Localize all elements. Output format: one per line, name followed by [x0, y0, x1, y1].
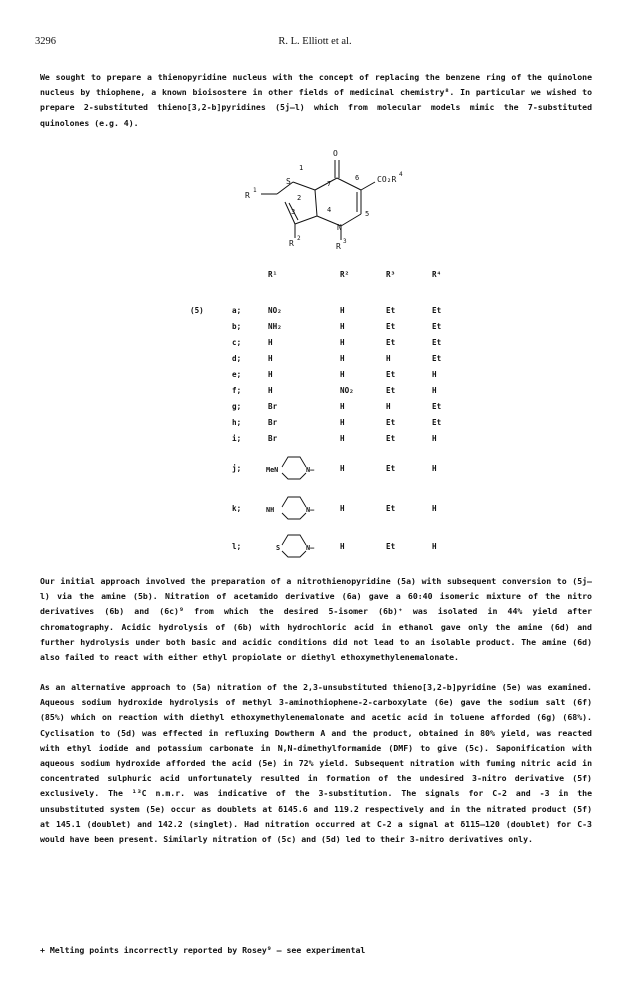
r3-superscript: 3 [343, 238, 347, 245]
header-r3: R³ [386, 270, 396, 279]
cell-r3: Et [386, 386, 396, 395]
header-r1: R¹ [268, 270, 278, 279]
cell-r3: Et [386, 322, 396, 331]
cell-r4: H [432, 434, 437, 443]
cell-r3: Et [386, 542, 396, 551]
cell-r4: Et [432, 402, 442, 411]
cell-r1: Br [268, 418, 278, 427]
nitrogen-atom: N [337, 223, 342, 232]
page-number: 3296 [35, 36, 56, 47]
ester-label: CO₂R [377, 175, 397, 184]
page-header [35, 36, 595, 50]
cell-r4: H [432, 464, 437, 473]
row-label: j; [232, 464, 242, 473]
paragraph-initial-approach: Our initial approach involved the preparation of a nitrothienopyridine (5a) with subsequent conversion to (5j–l) via the amine (5b). Nitration of acetamido derivative (6a) gave a 60:40 isomeric mixture of the nitro derivatives (6b) and (6c)⁹ from which the desired 5-isomer (6b)⁺ was isolated in 44% yield after chromatography. Acidic hydrolysis of (6b) with hydrochloric acid in ethanol gave only the amine (6d) and further hydrolysis under both basic and acidic conditions did not lead to an isolable product. The amine (6d) also failed to react with either ethyl propiolate or diethyl ethoxymethylenemalonate. [40, 576, 592, 663]
cell-r1: H [268, 338, 273, 347]
cell-r1: NH₂ [268, 322, 282, 331]
cell-r3: Et [386, 338, 396, 347]
sulfur-atom: S [286, 177, 291, 186]
cell-r1: Br [268, 402, 278, 411]
cell-r1: H [268, 386, 273, 395]
cell-r1: Br [268, 434, 278, 443]
cell-r1: H [268, 354, 273, 363]
r2-label: R [289, 239, 294, 248]
ring-left-atom: S [276, 544, 281, 552]
position-2: 2 [297, 194, 302, 202]
position-6: 6 [355, 174, 360, 182]
ring-left-atom: MeN [266, 466, 279, 474]
cell-r2: H [340, 542, 345, 551]
header-r2: R² [340, 270, 350, 279]
cell-r4: H [432, 504, 437, 513]
cell-r2: H [340, 464, 345, 473]
ring-bonds [282, 457, 306, 479]
paragraph-intro: We sought to prepare a thienopyridine nucleus with the concept of replacing the benzene ring of the quinolone nucleus by thiophene, a known bioisostere in other fields of medicinal chemistry⁸. In particular we wished to prepare 2-substituted thieno[3,2-b]pyridines (5j–l) which from molecular models mimic the 7-substituted quinolones (e.g. 4). [40, 72, 592, 128]
position-1: 1 [299, 164, 304, 172]
r2-superscript: 2 [297, 235, 301, 242]
row-label: h; [232, 418, 242, 427]
cell-r2: H [340, 504, 345, 513]
row-label: l; [232, 542, 242, 551]
row-label: i; [232, 434, 242, 443]
compound-label: (5) [190, 306, 204, 315]
r4-superscript: 4 [399, 171, 403, 178]
cell-r4: Et [432, 418, 442, 427]
cell-r2: H [340, 338, 345, 347]
cell-r2: H [340, 306, 345, 315]
cell-r3: Et [386, 370, 396, 379]
thienopyridine-structure [215, 142, 435, 260]
cell-r4: H [432, 386, 437, 395]
ring-bonds [282, 497, 306, 519]
cell-r3: Et [386, 504, 396, 513]
cell-r2: H [340, 354, 345, 363]
cell-r2: H [340, 402, 345, 411]
position-3: 3 [291, 208, 296, 216]
cell-r3: Et [386, 418, 396, 427]
cell-r2: H [340, 370, 345, 379]
heterocycle-ring [262, 450, 332, 480]
running-author: R. L. Elliott et al. [278, 36, 352, 47]
cell-r4: Et [432, 306, 442, 315]
row-label: d; [232, 354, 242, 363]
paragraph-alternative-approach: As an alternative approach to (5a) nitration of the 2,3-unsubstituted thieno[3,2-b]pyridine (5e) was examined. Aqueous sodium hydroxide hydrolysis of methyl 3-aminothiophene-2-carboxylate (6e) gave the sodium salt (6f) (85%) which on reaction with diethyl ethoxymethylenemalonate and acetic acid in toluene afforded (6g) (68%). Cyclisation to (5d) was effected in refluxing Dowtherm A and the product, obtained in 80% yield, was reacted with ethyl iodide and potassium carbonate in N,N-dimethylformamide (DMF) to give (5c). Saponification with aqueous sodium hydroxide afforded the acid (5e) in 72% yield. Subsequent nitration with fuming nitric acid in concentrated sulphuric acid unfortunately resulted in formation of the undesired 3-nitro derivative (5f) exclusively. The ¹³C n.m.r. was indicative of the 3-substitution. The signals for C-2 and -3 in the unsubstituted system (5e) occur as doublets at δ145.6 and 119.2 respectively and in the nitrated product (5f) at 145.1 (doublet) and 142.2 (singlet). Had nitration occurred at C-2 a signal at δ115–120 (doublet) for C-3 would have been present. Similarly nitration of (5c) and (5d) led to their 3-nitro derivatives only. [40, 682, 592, 845]
r1-superscript: 1 [253, 187, 257, 194]
row-label: f; [232, 386, 242, 395]
cell-r4: Et [432, 322, 442, 331]
cell-r2: NO₂ [340, 386, 354, 395]
position-5: 5 [365, 210, 370, 218]
header-r4: R⁴ [432, 270, 442, 279]
r3-label: R [336, 242, 341, 251]
ring-right-atom: N– [306, 466, 315, 474]
heterocycle-ring [262, 528, 332, 558]
substituent-table [0, 266, 625, 566]
ring-left-atom: NH [266, 506, 275, 514]
cell-r4: Et [432, 338, 442, 347]
heterocycle-ring [262, 490, 332, 520]
cell-r3: Et [386, 306, 396, 315]
r1-label: R [245, 191, 250, 200]
cell-r1: NO₂ [268, 306, 282, 315]
carbonyl-oxygen: O [333, 149, 338, 158]
row-label: e; [232, 370, 242, 379]
cell-r4: Et [432, 354, 442, 363]
cell-r1: H [268, 370, 273, 379]
cell-r3: Et [386, 464, 396, 473]
cell-r3: Et [386, 434, 396, 443]
cell-r3: H [386, 402, 391, 411]
ring-right-atom: N– [306, 506, 315, 514]
ring-bonds [282, 535, 306, 557]
cell-r2: H [340, 418, 345, 427]
row-label: g; [232, 402, 242, 411]
row-label: k; [232, 504, 242, 513]
footnote: + Melting points incorrectly reported by Rosey⁹ – see experimental [40, 945, 366, 955]
cell-r4: H [432, 542, 437, 551]
cell-r2: H [340, 322, 345, 331]
row-label: a; [232, 306, 242, 315]
ring-right-atom: N– [306, 544, 315, 552]
position-7: 7 [327, 180, 332, 188]
cell-r2: H [340, 434, 345, 443]
row-label: c; [232, 338, 242, 347]
position-4: 4 [327, 206, 332, 214]
cell-r3: H [386, 354, 391, 363]
row-label: b; [232, 322, 242, 331]
cell-r4: H [432, 370, 437, 379]
